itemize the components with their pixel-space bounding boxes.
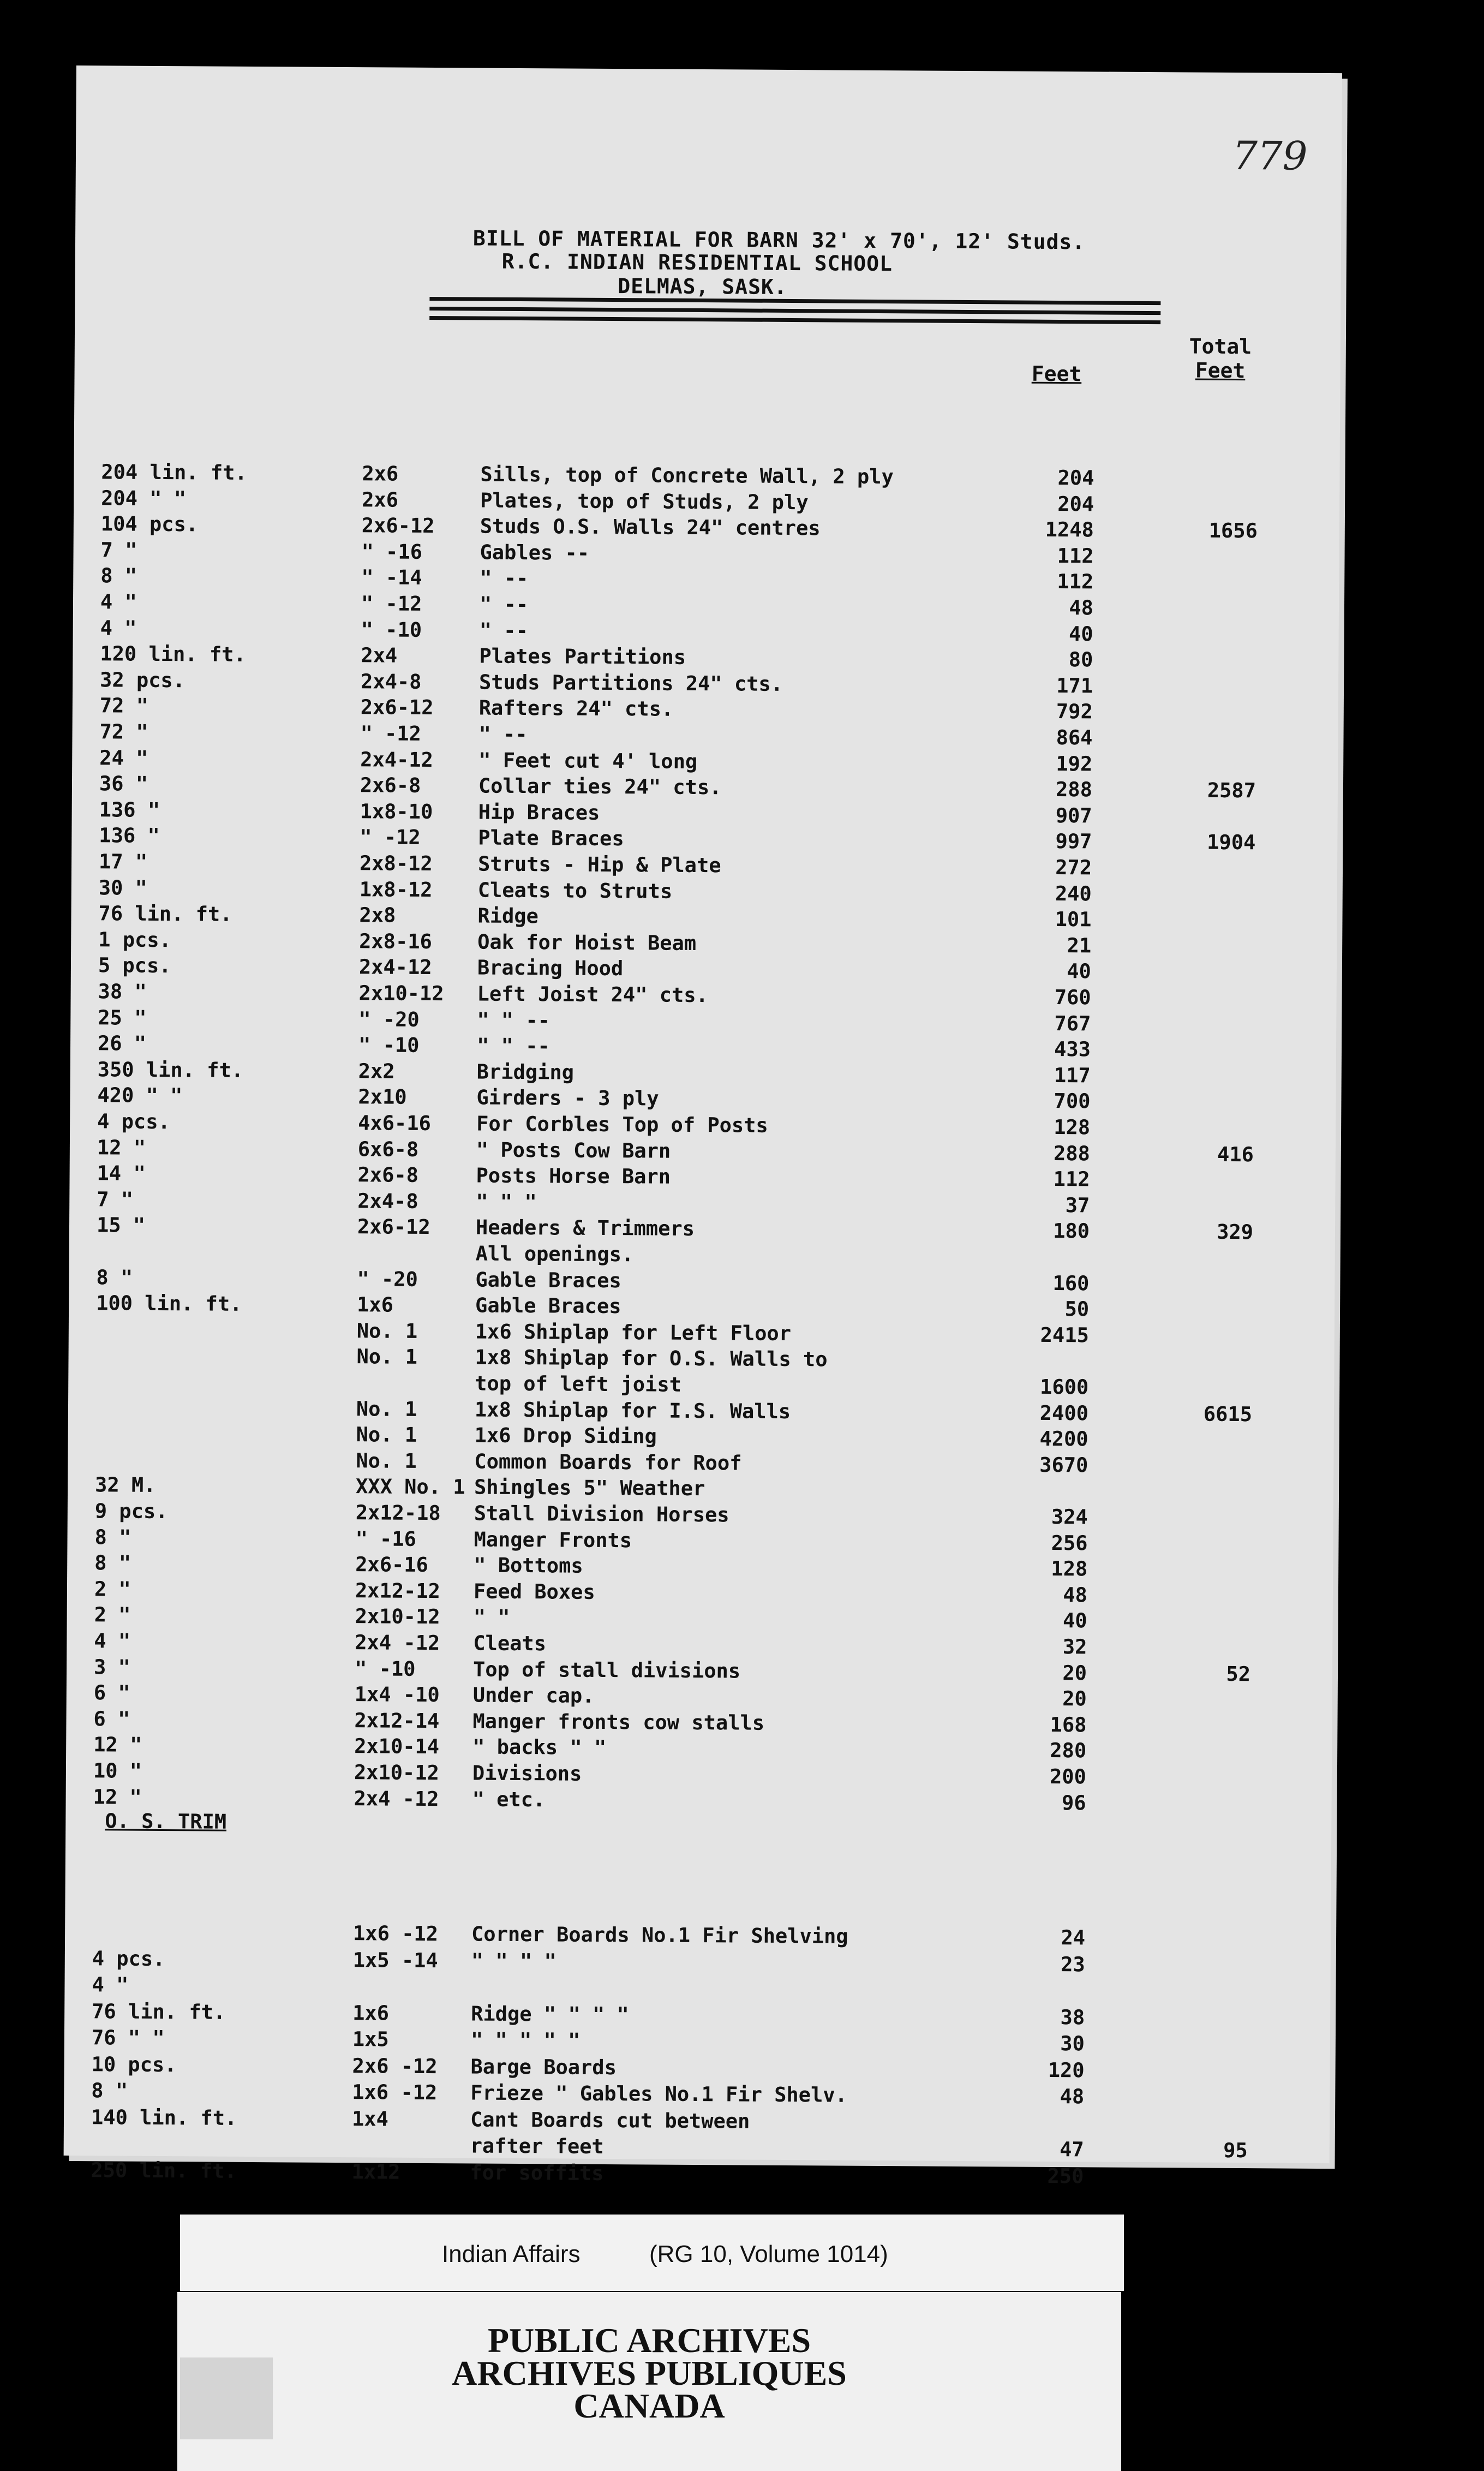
cell-qty: 1 pcs.	[98, 928, 172, 952]
cell-qty: 4 "	[92, 1973, 129, 1997]
cell-total: 95	[1223, 2138, 1248, 2163]
cell-size: 2x10-12	[354, 1760, 439, 1785]
cell-size: 2x10-12	[358, 981, 444, 1006]
cell-total	[1141, 804, 1256, 805]
cell-desc: for soffits	[470, 2160, 604, 2185]
cell-feet: 204	[1057, 466, 1094, 490]
cell-desc: Frieze " Gables No.1 Fir Shelv.	[470, 2081, 848, 2107]
cell-feet: 30	[1060, 2032, 1085, 2056]
cell-size: XXX No. 1	[355, 1475, 465, 1499]
cell-desc: " " --	[477, 1008, 550, 1032]
cell-desc: Feed Boxes	[473, 1579, 595, 1604]
cell-size: No. 1	[356, 1318, 418, 1343]
cell-size: 2x12-18	[355, 1501, 441, 1525]
cell-feet: 101	[1055, 908, 1092, 932]
column-header-total-feet: Total Feet	[1189, 334, 1252, 383]
cell-desc: " Bottoms	[474, 1553, 583, 1578]
cell-feet: 117	[1054, 1063, 1091, 1088]
cell-feet: 38	[1060, 2005, 1085, 2029]
cell-feet: 48	[1069, 596, 1094, 620]
cell-qty: 10 "	[93, 1759, 142, 1783]
cell-feet: 250	[1047, 2164, 1084, 2188]
cell-size: 1x6	[357, 1293, 394, 1317]
cell-feet: 32	[1062, 1635, 1087, 1659]
cell-size: " -10	[354, 1656, 416, 1681]
volume-reference: (RG 10, Volume 1014)	[649, 2241, 888, 2267]
cell-size: 2x4-12	[360, 747, 434, 772]
cell-desc: " --	[479, 618, 528, 642]
cell-size: 2x4-12	[358, 955, 432, 980]
cell-total	[1137, 1479, 1252, 1480]
cell-feet: 20	[1062, 1661, 1087, 1685]
cell-feet: 40	[1062, 1609, 1087, 1633]
cell-qty: 36 "	[99, 772, 148, 796]
cell-feet: 112	[1057, 570, 1094, 594]
cell-desc: Girders - 3 ply	[476, 1085, 659, 1111]
cell-qty: 7 "	[97, 1187, 134, 1211]
cell-size: " -20	[357, 1267, 418, 1291]
cell-size: 2x4 -12	[354, 1786, 439, 1811]
cell-size: 2x6-8	[357, 1163, 419, 1187]
cell-total	[1136, 1687, 1250, 1688]
cell-feet: 997	[1055, 829, 1092, 853]
cell-size: 2x10-12	[355, 1604, 440, 1629]
cell-feet: 21	[1067, 933, 1092, 958]
cell-feet: 24	[1061, 1926, 1086, 1950]
cell-size: 2x6-16	[355, 1553, 429, 1577]
cell-qty: 3 "	[93, 1655, 131, 1679]
cell-size: 1x6	[352, 2001, 390, 2025]
cell-size: 2x4-8	[360, 670, 422, 694]
cell-qty: 4 "	[100, 616, 137, 640]
cell-total	[1135, 1739, 1250, 1740]
cell-size: 2x6	[362, 487, 399, 512]
cell-size: 2x8	[359, 903, 396, 927]
cell-feet: 240	[1055, 881, 1092, 905]
cell-desc: " backs " "	[472, 1735, 607, 1760]
cell-total	[1134, 1979, 1249, 1980]
cell-qty: 72 "	[99, 694, 149, 718]
cell-total	[1141, 882, 1255, 883]
cell-feet	[973, 1478, 1088, 1479]
cell-feet: 180	[1053, 1219, 1090, 1243]
cell-desc: " " " "	[471, 1948, 556, 1973]
archive-line-english: PUBLIC ARCHIVES	[487, 2321, 811, 2360]
cell-feet: 160	[1052, 1271, 1090, 1295]
cell-size: 2x6-8	[360, 773, 421, 798]
cell-desc: Stall Division Horses	[474, 1501, 729, 1527]
cell-feet: 200	[1049, 1764, 1087, 1789]
cell-qty: 8 "	[100, 564, 137, 588]
cell-size: 2x6-12	[361, 514, 435, 538]
cell-desc: Cleats	[473, 1631, 547, 1656]
cell-size: No. 1	[356, 1448, 417, 1473]
cell-desc: Top of stall divisions	[472, 1657, 741, 1683]
cell-desc: Struts - Hip & Plate	[477, 852, 721, 878]
cell-size: 2x6 -12	[352, 2054, 438, 2078]
cell-qty: 204 " "	[101, 486, 187, 510]
cell-desc: 1x6 Shiplap for Left Floor	[475, 1320, 792, 1345]
cell-qty: 12 "	[97, 1135, 146, 1160]
cell-desc: Headers & Trimmers	[475, 1215, 695, 1241]
cell-feet	[971, 1978, 1085, 1979]
cell-qty: 350 lin. ft.	[97, 1058, 244, 1082]
cell-size: " -10	[358, 1033, 420, 1058]
cell-qty: 9 pcs.	[94, 1499, 168, 1524]
cell-qty: 8 "	[91, 2079, 128, 2103]
cell-desc: Plate Braces	[478, 826, 624, 851]
cell-desc: Studs O.S. Walls 24" centres	[480, 514, 821, 540]
cell-total: 329	[1217, 1220, 1254, 1244]
cell-desc: Bridging	[476, 1060, 575, 1084]
cell-desc: Oak for Hoist Beam	[477, 930, 697, 955]
cell-desc: Plates Partitions	[479, 644, 686, 670]
cell-feet: 128	[1051, 1557, 1088, 1581]
cell-desc: Gable Braces	[475, 1293, 621, 1318]
cell-feet: 112	[1053, 1167, 1090, 1191]
cell-total	[1142, 726, 1256, 727]
cell-size: 1x5	[352, 2027, 389, 2051]
cell-total	[1136, 1557, 1251, 1558]
cell-desc: Rafters 24" cts.	[478, 696, 674, 721]
cell-feet: 192	[1056, 751, 1093, 775]
cell-feet: 760	[1054, 985, 1091, 1010]
cell-size: 1x6 -12	[352, 1921, 439, 1946]
cell-qty: 76 " "	[91, 2026, 165, 2050]
cell-total	[1139, 1272, 1253, 1273]
archive-line-country: CANADA	[573, 2386, 725, 2425]
cell-qty: 32 M.	[94, 1473, 156, 1497]
cell-qty: 420 " "	[97, 1083, 183, 1108]
cell-qty: 136 "	[99, 823, 160, 848]
cell-total: 52	[1226, 1662, 1251, 1686]
cell-desc: Bracing Hood	[477, 956, 624, 981]
cell-size: 1x8-10	[360, 799, 433, 823]
cell-desc: Cleats to Struts	[477, 878, 673, 903]
cell-desc: Corner Boards No.1 Fir Shelving	[471, 1922, 848, 1948]
cell-size: No. 1	[356, 1423, 417, 1447]
cell-desc: Barge Boards	[470, 2054, 617, 2079]
cell-qty: 5 pcs.	[98, 953, 171, 978]
cell-qty: 6 "	[93, 1681, 130, 1705]
cell-desc: Collar ties 24" cts.	[478, 774, 722, 799]
cell-qty: 2 "	[94, 1577, 131, 1601]
document-title: BILL OF MATERIAL FOR BARN 32' x 70', 12' Studs.	[472, 226, 1086, 254]
cell-total	[1135, 1765, 1250, 1766]
cell-feet: 288	[1055, 778, 1093, 802]
cell-qty: 100 lin. ft.	[96, 1291, 242, 1316]
cell-feet: 171	[1056, 673, 1093, 698]
cell-qty: 26 "	[97, 1031, 147, 1056]
cell-total: 6615	[1203, 1402, 1253, 1426]
cell-qty: 25 "	[98, 1005, 147, 1030]
cell-desc: 1x6 Drop Siding	[474, 1423, 657, 1448]
cell-feet: 48	[1060, 2085, 1085, 2109]
cell-size: 4x6-16	[358, 1111, 431, 1136]
cell-size: 2x2	[358, 1059, 395, 1083]
cell-feet: 96	[1061, 1790, 1086, 1815]
cell-desc: " "	[473, 1605, 510, 1630]
cell-qty: 2 "	[94, 1603, 131, 1627]
cell-desc: Ridge	[477, 904, 539, 928]
cell-qty: 30 "	[98, 875, 148, 900]
archive-stamp-label	[177, 2292, 1121, 2471]
cell-size: No. 1	[356, 1396, 417, 1421]
cell-qty: 10 pcs.	[91, 2052, 177, 2076]
cell-feet: 324	[1051, 1505, 1088, 1529]
cell-feet: 2400	[1039, 1401, 1089, 1425]
cell-desc: " --	[478, 722, 528, 747]
cell-size: 2x4-8	[357, 1189, 418, 1213]
cell-feet: 700	[1054, 1089, 1091, 1113]
cell-feet: 864	[1056, 725, 1093, 750]
cell-feet: 50	[1064, 1297, 1090, 1321]
cell-size: " -14	[361, 565, 422, 590]
cell-feet: 47	[1060, 2138, 1084, 2162]
cell-desc: Studs Partitions 24" cts.	[478, 670, 783, 696]
cell-desc: " Posts Cow Barn	[476, 1138, 671, 1163]
cell-total	[1134, 1926, 1249, 1927]
cell-total	[1141, 856, 1255, 857]
cell-desc: Sills, top of Concrete Wall, 2 ply	[480, 462, 894, 489]
cell-qty: 15 "	[96, 1213, 146, 1238]
cell-feet: 112	[1057, 544, 1094, 568]
cell-feet: 433	[1054, 1037, 1091, 1061]
cell-desc: " Feet cut 4' long	[478, 748, 698, 773]
column-header-feet: Feet	[1031, 361, 1082, 386]
cell-qty: 72 "	[99, 720, 148, 744]
cell-qty: 8 "	[94, 1551, 131, 1575]
cell-size: 1x5 -14	[352, 1948, 438, 1972]
cell-size: 1x6 -12	[352, 2080, 438, 2105]
cell-desc: Cant Boards cut between	[470, 2107, 750, 2133]
cell-feet: 792	[1056, 700, 1093, 724]
cell-total	[1142, 596, 1257, 597]
cell-feet: 2415	[1040, 1323, 1089, 1347]
cell-size: 2x4	[361, 643, 398, 667]
cell-total	[1133, 2164, 1248, 2165]
cell-feet: 37	[1065, 1193, 1090, 1217]
archive-line-french: ARCHIVES PUBLIQUES	[452, 2354, 847, 2392]
cell-total	[1133, 2111, 1248, 2112]
document-subtitle: R.C. INDIAN RESIDENTIAL SCHOOL	[501, 249, 893, 276]
cell-size: 2x6-12	[357, 1215, 430, 1239]
cell-total	[1140, 1064, 1254, 1065]
cell-qty: 4 "	[100, 590, 137, 614]
cell-qty: 32 pcs.	[99, 668, 185, 693]
cell-desc: Common Boards for Roof	[474, 1449, 742, 1475]
page-number: 779	[1232, 132, 1308, 179]
cell-desc: Divisions	[472, 1761, 582, 1786]
cell-total	[1136, 1609, 1251, 1610]
cell-feet: 767	[1054, 1011, 1091, 1035]
cell-total	[1140, 1012, 1254, 1013]
title-underline	[429, 316, 1160, 324]
cell-size: 2x12-14	[354, 1708, 440, 1733]
cell-desc: " " "	[476, 1190, 537, 1214]
fonds-name: Indian Affairs	[442, 2241, 581, 2267]
cell-qty: 14 "	[97, 1161, 146, 1185]
cell-total	[1142, 648, 1257, 649]
cell-qty: 120 lin. ft.	[100, 642, 246, 667]
cell-total: 416	[1217, 1142, 1254, 1166]
cell-desc: top of left joist	[475, 1371, 682, 1396]
cell-size: " -12	[360, 825, 421, 850]
cell-feet: 3670	[1039, 1453, 1088, 1477]
cell-desc: Left Joist 24" cts.	[477, 982, 708, 1007]
cell-feet: 168	[1050, 1712, 1087, 1737]
cell-desc: Posts Horse Barn	[476, 1163, 671, 1189]
cell-size: " -16	[355, 1526, 417, 1551]
cell-desc: Ridge " " " "	[471, 2001, 629, 2026]
cell-total: 1904	[1207, 831, 1256, 855]
cell-desc: " etc.	[472, 1787, 546, 1811]
cell-desc: rafter feet	[470, 2134, 604, 2158]
cell-desc: " " " " "	[470, 2028, 581, 2052]
document-location: DELMAS, SASK.	[618, 274, 787, 299]
cell-feet: 4200	[1039, 1427, 1088, 1451]
cell-feet: 40	[1067, 959, 1092, 983]
cell-desc: 1x8 Shiplap for O.S. Walls to	[475, 1345, 828, 1371]
cell-size: 2x12-12	[355, 1578, 441, 1603]
cell-feet: 128	[1054, 1115, 1091, 1139]
cell-feet: 280	[1050, 1739, 1087, 1763]
cell-size: " -20	[358, 1007, 420, 1031]
cell-feet: 256	[1051, 1531, 1088, 1555]
typed-document-page	[64, 65, 1342, 2188]
cell-feet: 288	[1053, 1141, 1090, 1165]
cell-total	[1139, 1116, 1254, 1117]
cell-qty: 8 "	[94, 1525, 131, 1549]
cell-qty: 12 "	[93, 1733, 142, 1757]
cell-size: 2x10-14	[354, 1734, 440, 1759]
cell-total	[1134, 2032, 1248, 2033]
cell-qty: 104 pcs.	[100, 512, 199, 536]
cell-desc: Under cap.	[472, 1683, 595, 1708]
cell-desc: Shingles 5" Weather	[474, 1475, 705, 1501]
cell-total	[1141, 908, 1255, 909]
cell-qty: 4 "	[94, 1629, 131, 1653]
cell-qty: 38 "	[98, 980, 147, 1004]
cell-size: " -16	[361, 540, 423, 564]
cell-feet: 48	[1063, 1583, 1088, 1607]
cell-size: No. 1	[356, 1345, 418, 1369]
cell-qty: 8 "	[96, 1265, 133, 1290]
cell-feet: 23	[1061, 1952, 1085, 1976]
cell-qty: 7 "	[100, 538, 137, 562]
cell-total	[1140, 986, 1255, 987]
cell-feet: 907	[1055, 803, 1092, 828]
cell-qty: 140 lin. ft.	[91, 2105, 237, 2130]
cell-qty: 76 lin. ft.	[98, 902, 232, 926]
cell-total	[1133, 2085, 1248, 2086]
cell-feet: 272	[1055, 855, 1092, 880]
cell-size: 1x4 -10	[354, 1682, 440, 1707]
cell-desc: Manger fronts cow stalls	[472, 1709, 765, 1735]
cell-qty: 12 "	[93, 1784, 142, 1809]
cell-total	[1142, 700, 1256, 701]
cell-desc: " --	[479, 592, 529, 617]
cell-size: 2x10	[358, 1085, 407, 1109]
cell-total: 2587	[1207, 778, 1256, 803]
cell-desc: Gable Braces	[475, 1268, 621, 1292]
cell-qty: 204 lin. ft.	[101, 460, 247, 485]
cell-size: 2x8-16	[359, 929, 432, 953]
cell-qty: 250 lin. ft.	[91, 2158, 237, 2183]
cell-qty: 4 pcs.	[97, 1109, 170, 1134]
cell-desc: Plates, top of Studs, 2 ply	[480, 488, 809, 514]
cell-feet: 40	[1068, 622, 1093, 646]
cell-size: 1x12	[351, 2159, 400, 2184]
cell-feet: 1600	[1040, 1375, 1089, 1399]
cell-total: 1656	[1208, 518, 1258, 543]
cell-size: 1x4	[351, 2106, 388, 2131]
cell-feet: 1248	[1045, 518, 1094, 542]
cell-size: 2x4 -12	[355, 1631, 440, 1655]
cell-desc: All openings.	[475, 1242, 634, 1267]
cell-feet: 120	[1048, 2058, 1085, 2082]
cell-qty: 17 "	[98, 850, 148, 874]
cell-size: " -12	[361, 592, 422, 616]
section-heading-os-trim: O. S. TRIM	[105, 1809, 227, 1834]
title-underline	[429, 307, 1160, 315]
cell-desc: " --	[480, 566, 529, 590]
cell-total	[1142, 570, 1257, 571]
cell-desc: 1x8 Shiplap for I.S. Walls	[474, 1398, 791, 1423]
cell-feet: 80	[1068, 648, 1093, 672]
cell-feet	[974, 1348, 1089, 1349]
cell-desc: Hip Braces	[478, 800, 600, 825]
cell-qty: 6 "	[93, 1707, 130, 1731]
cell-size: 2x6-12	[360, 695, 434, 720]
cell-size: 2x8-12	[359, 851, 433, 876]
cell-feet: 204	[1057, 492, 1094, 516]
archive-reference-label	[180, 2215, 1124, 2291]
cell-qty: 76 lin. ft.	[92, 1999, 226, 2024]
cell-desc: Gables --	[480, 540, 590, 565]
cell-size: 6x6-8	[357, 1137, 419, 1161]
cell-qty: 4 pcs.	[92, 1946, 165, 1971]
cell-size: 1x8-12	[359, 877, 433, 902]
cell-qty: 136 "	[99, 798, 160, 822]
cell-size: 2x6	[362, 462, 399, 486]
cell-feet: 20	[1062, 1687, 1087, 1711]
cell-desc: " " --	[476, 1034, 550, 1058]
cell-desc: For Corbles Top of Posts	[476, 1112, 768, 1137]
label-tab	[180, 2357, 273, 2439]
cell-desc: Manger Fronts	[474, 1527, 632, 1552]
cell-size: " -12	[360, 721, 422, 745]
cell-total	[1139, 1194, 1253, 1195]
cell-total	[1140, 934, 1255, 935]
cell-size: " -10	[361, 617, 422, 642]
cell-total	[1134, 2058, 1248, 2059]
cell-qty: 24 "	[99, 745, 148, 770]
